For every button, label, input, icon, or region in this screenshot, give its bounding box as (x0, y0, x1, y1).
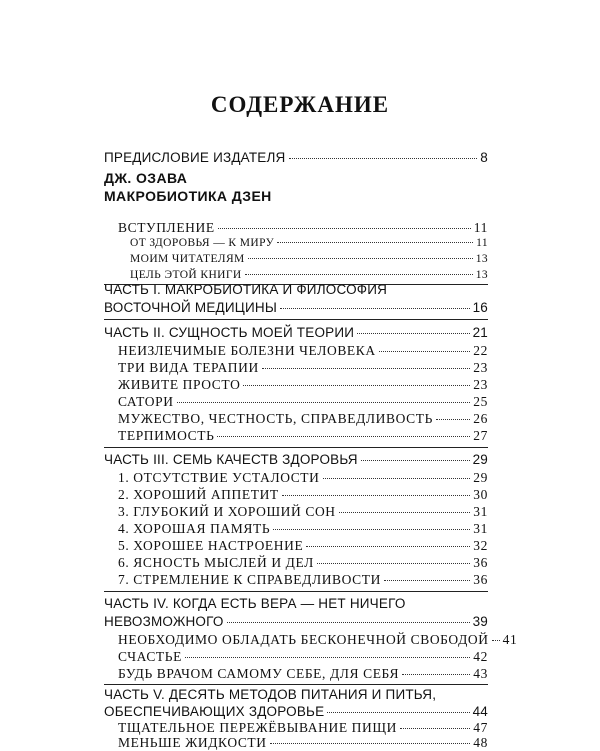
entry-page: 30 (473, 487, 488, 502)
entry-page: 42 (473, 649, 488, 664)
part4-title-line1: ЧАСТЬ IV. КОГДА ЕСТЬ ВЕРА — НЕТ НИЧЕГО (104, 596, 406, 611)
entry-page: 11 (476, 237, 488, 249)
entry-text: НЕВОЗМОЖНОГО (104, 614, 224, 629)
dot-leader (227, 622, 470, 623)
dot-leader (217, 436, 470, 437)
entry-text: МОИМ ЧИТАТЕЛЯМ (130, 253, 245, 265)
entry-text: ТРИ ВИДА ТЕРАПИИ (118, 360, 259, 375)
section-divider (104, 591, 488, 592)
dot-leader (218, 228, 471, 229)
dot-leader (243, 385, 470, 386)
toc-subentry (118, 735, 488, 751)
dot-leader (280, 308, 470, 309)
toc-subentry (130, 269, 488, 281)
entry-page: 21 (472, 325, 488, 340)
toc-entry-part2 (104, 325, 488, 340)
entry-page: 22 (473, 343, 488, 358)
entry-text: ВОСТОЧНОЙ МЕДИЦИНЫ (104, 300, 277, 315)
toc-subentry (118, 394, 488, 410)
entry-text: ОТ ЗДОРОВЬЯ — К МИРУ (130, 237, 275, 249)
entry-page: 23 (473, 360, 488, 375)
dot-leader (357, 333, 469, 334)
entry-page: 48 (473, 735, 488, 750)
toc-subentry (130, 237, 488, 249)
entry-text: 4. ХОРОШАЯ ПАМЯТЬ (118, 521, 271, 536)
dot-leader (384, 580, 470, 581)
dot-leader (248, 258, 473, 259)
dot-leader (492, 640, 500, 641)
entry-text: ТЕРПИМОСТЬ (118, 428, 215, 443)
toc-subentry (118, 360, 488, 376)
entry-text: МУЖЕСТВО, ЧЕСТНОСТЬ, СПРАВЕДЛИВОСТЬ (118, 411, 433, 426)
page-title: СОДЕРЖАНИЕ (210, 92, 390, 117)
entry-text: ПРЕДИСЛОВИЕ ИЗДАТЕЛЯ (104, 150, 286, 165)
entry-page: 16 (472, 300, 488, 315)
toc-subentry (118, 720, 488, 736)
entry-page: 36 (473, 555, 488, 570)
entry-page: 13 (475, 253, 488, 265)
section-divider (104, 684, 488, 685)
entry-page: 27 (473, 428, 488, 443)
entry-page: 44 (472, 704, 488, 719)
toc-entry-preface (104, 150, 488, 165)
toc-entry-intro (118, 220, 488, 236)
entry-text: ЖИВИТЕ ПРОСТО (118, 377, 241, 392)
entry-text: ЦЕЛЬ ЭТОЙ КНИГИ (130, 269, 242, 281)
entry-text: 2. ХОРОШИЙ АППЕТИТ (118, 487, 279, 502)
dot-leader (327, 712, 469, 713)
dot-leader (289, 158, 478, 159)
entry-page: 32 (473, 538, 488, 553)
toc-subentry (118, 538, 488, 554)
entry-page: 36 (473, 572, 488, 587)
toc-subentry (118, 428, 488, 444)
dot-leader (379, 351, 471, 352)
entry-page: 25 (473, 394, 488, 409)
toc-entry-part1 (104, 300, 488, 315)
entry-text: БУДЬ ВРАЧОМ САМОМУ СЕБЕ, ДЛЯ СЕБЯ (118, 666, 400, 681)
entry-text: ЧАСТЬ II. СУЩНОСТЬ МОЕЙ ТЕОРИИ (104, 325, 355, 340)
entry-text: НЕОБХОДИМО ОБЛАДАТЬ БЕСКОНЕЧНОЙ СВОБОДОЙ (118, 632, 489, 647)
dot-leader (177, 402, 471, 403)
toc-subentry (118, 487, 488, 503)
entry-page: 29 (472, 452, 488, 467)
dot-leader (436, 419, 470, 420)
entry-text: МЕНЬШЕ ЖИДКОСТИ (118, 735, 267, 750)
toc-subentry (118, 666, 488, 682)
dot-leader (282, 495, 471, 496)
entry-page: 13 (475, 269, 488, 281)
toc-subentry (118, 521, 488, 537)
toc-subentry (118, 632, 518, 648)
toc-subentry (130, 253, 488, 265)
toc-entry-part4 (104, 614, 488, 629)
part5-title-line1: ЧАСТЬ V. ДЕСЯТЬ МЕТОДОВ ПИТАНИЯ И ПИТЬЯ, (104, 687, 437, 702)
entry-page: 23 (473, 377, 488, 392)
toc-entry-part5 (104, 704, 488, 719)
entry-text: ОБЕСПЕЧИВАЮЩИХ ЗДОРОВЬЕ (104, 704, 325, 719)
toc-subentry (118, 470, 488, 486)
dot-leader (400, 728, 470, 729)
dot-leader (262, 368, 470, 369)
dot-leader (323, 478, 471, 479)
entry-text: 5. ХОРОШЕЕ НАСТРОЕНИЕ (118, 538, 304, 553)
dot-leader (245, 274, 473, 275)
entry-text: НЕИЗЛЕЧИМЫЕ БОЛЕЗНИ ЧЕЛОВЕКА (118, 343, 376, 358)
toc-subentry (118, 555, 488, 571)
entry-page: 26 (473, 411, 488, 426)
entry-page: 11 (473, 220, 488, 235)
entry-text: ВСТУПЛЕНИЕ (118, 220, 215, 235)
entry-page: 8 (480, 150, 488, 165)
book-heading: МАКРОБИОТИКА ДЗЕН (104, 188, 272, 204)
entry-text: САТОРИ (118, 394, 174, 409)
entry-page: 29 (473, 470, 488, 485)
section-divider (104, 319, 488, 320)
entry-text: ТЩАТЕЛЬНОЕ ПЕРЕЖЁВЫВАНИЕ ПИЩИ (118, 720, 397, 735)
section-divider (104, 447, 488, 448)
entry-text: 7. СТРЕМЛЕНИЕ К СПРАВЕДЛИВОСТИ (118, 572, 381, 587)
dot-leader (402, 674, 470, 675)
toc-subentry (118, 572, 488, 588)
entry-text: 6. ЯСНОСТЬ МЫСЛЕЙ И ДЕЛ (118, 555, 314, 570)
entry-page: 31 (473, 504, 488, 519)
entry-page: 43 (473, 666, 488, 681)
dot-leader (185, 657, 470, 658)
entry-page: 31 (473, 521, 488, 536)
entry-page: 39 (472, 614, 488, 629)
entry-text: ЧАСТЬ III. СЕМЬ КАЧЕСТВ ЗДОРОВЬЯ (104, 452, 358, 467)
toc-subentry (118, 343, 488, 359)
toc-entry-part3 (104, 452, 488, 467)
entry-text: СЧАСТЬЕ (118, 649, 182, 664)
toc-subentry (118, 649, 488, 665)
dot-leader (277, 242, 473, 243)
entry-text: 3. ГЛУБОКИЙ И ХОРОШИЙ СОН (118, 504, 336, 519)
toc-subentry (118, 411, 488, 427)
author-heading: ДЖ. ОЗАВА (104, 170, 188, 186)
toc-subentry (118, 377, 488, 393)
dot-leader (270, 743, 471, 744)
dot-leader (306, 546, 470, 547)
dot-leader (339, 512, 471, 513)
entry-text: 1. ОТСУТСТВИЕ УСТАЛОСТИ (118, 470, 320, 485)
toc-subentry (118, 504, 488, 520)
entry-page: 47 (473, 720, 488, 735)
entry-page: 41 (502, 632, 518, 647)
dot-leader (361, 460, 470, 461)
part1-title-line1: ЧАСТЬ I. МАКРОБИОТИКА И ФИЛОСОФИЯ (104, 282, 388, 297)
dot-leader (317, 563, 470, 564)
dot-leader (273, 529, 470, 530)
